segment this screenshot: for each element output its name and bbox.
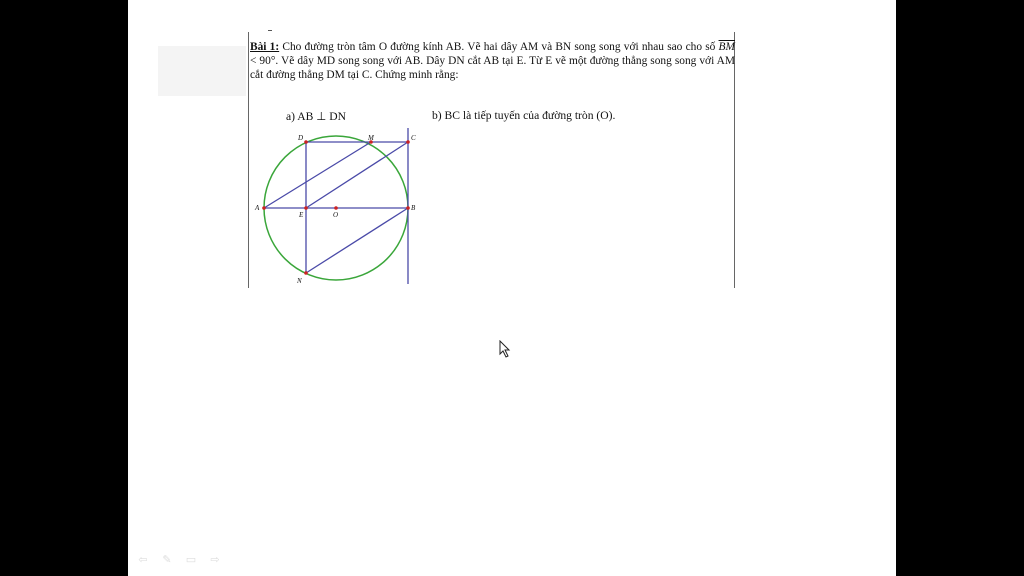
point-n (304, 271, 308, 275)
faded-region (158, 46, 246, 96)
point-b (406, 206, 410, 210)
problem-statement (250, 40, 735, 82)
label-c: C (411, 134, 416, 142)
pen-icon[interactable]: ✎ (162, 553, 172, 566)
line-bn (306, 208, 408, 273)
label-e: E (299, 211, 304, 219)
part-a: a) AB ⊥ DN (286, 110, 347, 123)
part-b: b) BC là tiếp tuyến của đường tròn (O). (432, 109, 616, 122)
mouse-cursor-icon (499, 340, 511, 358)
point-d (304, 140, 308, 144)
problem-text-2: < 90°. Vẽ dây MD song song với AB. Dây DN cắt AB tại E. Từ E vẽ một đường thẳng song song với AM cắt đường thẳng DM tại C. Chứng minh rằng: (250, 55, 735, 81)
slides-icon[interactable]: ▭ (185, 553, 197, 566)
label-b: B (411, 204, 416, 212)
label-o: O (333, 211, 339, 219)
label-d: D (298, 134, 304, 142)
header-mark (268, 30, 272, 31)
line-ec (306, 142, 408, 208)
point-a (262, 206, 266, 210)
point-o (334, 206, 338, 210)
point-e (304, 206, 308, 210)
line-am (264, 142, 371, 208)
point-c (406, 140, 410, 144)
next-icon[interactable]: ⇨ (210, 553, 220, 566)
geometry-figure (250, 122, 430, 288)
slideshow-toolbar (136, 554, 222, 566)
arc-label: $\overline{BM}$ (718, 41, 735, 53)
problem-title: Bài 1: (250, 41, 280, 53)
problem-text-1: Cho đường tròn tâm O đường kính AB. Vẽ hai dây AM và BN song song với nhau sao cho số (282, 41, 716, 53)
label-n: N (297, 277, 302, 285)
prev-icon[interactable]: ⇦ (138, 553, 148, 566)
label-a: A (255, 204, 260, 212)
left-border (248, 32, 249, 288)
label-m: M (368, 134, 374, 142)
